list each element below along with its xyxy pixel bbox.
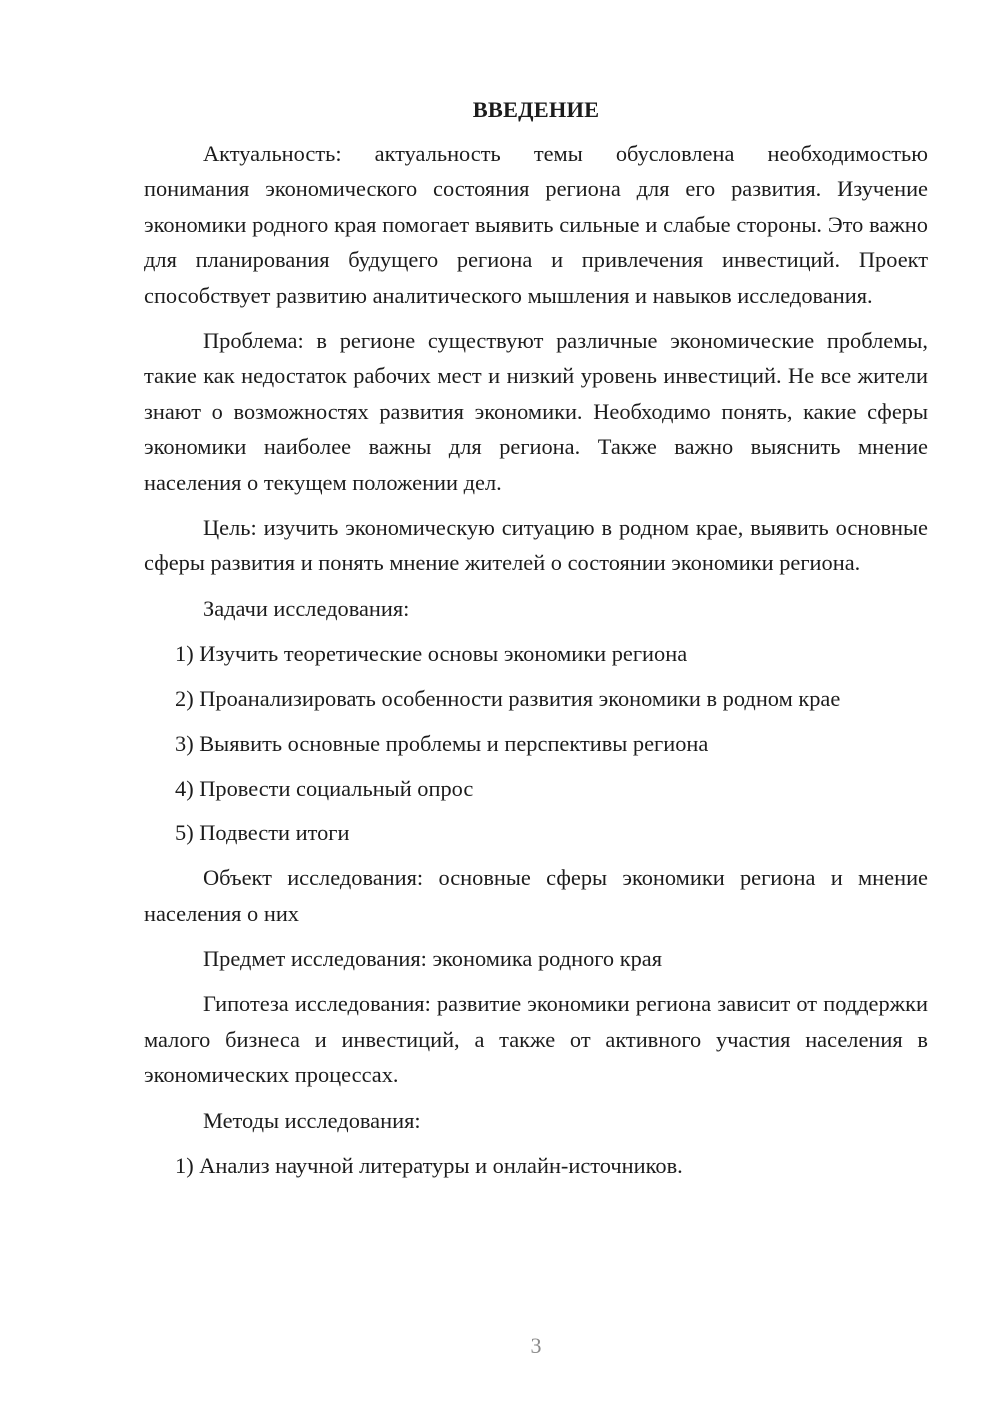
list-item: 2) Проанализировать особенности развития экономики в родном крае (175, 686, 841, 712)
list-item: 3) Выявить основные проблемы и перспективы региона (175, 730, 709, 756)
goal-paragraph: Цель: изучить экономическую ситуацию в родном крае, выявить основные сферы развития и понять мнение жителей о состоянии экономики региона. (144, 515, 928, 576)
list-item: 1) Изучить теоретические основы экономики региона (175, 641, 688, 667)
list-item: 5) Подвести итоги (175, 820, 350, 846)
page-content (144, 92, 928, 1193)
tasks-heading: Задачи исследования: (203, 595, 410, 621)
page-number: 3 (530, 1333, 542, 1358)
tasks-list (144, 636, 928, 851)
methods-heading: Методы исследования: (203, 1107, 421, 1133)
section-title: ВВЕДЕНИЕ (472, 97, 600, 122)
methods-list (144, 1148, 928, 1183)
list-item: 4) Провести социальный опрос (175, 775, 474, 801)
hypothesis-paragraph: Гипотеза исследования: развитие экономики региона зависит от поддержки малого бизнеса и инвестиций, а также от активного участия населения в экономических процессах. (144, 991, 928, 1088)
object-paragraph: Объект исследования: основные сферы экономики региона и мнение населения о них (144, 865, 928, 926)
subject-paragraph: Предмет исследования: экономика родного края (203, 946, 663, 972)
problem-paragraph: Проблема: в регионе существуют различные экономические проблемы, такие как недостаток рабочих мест и низкий уровень инвестиций. Не все жители знают о возможностях развития экономики. Необходимо понять, какие сферы экономики наиболее важны для региона. Также важно выяснить мнение населения о текущем положении дел. (144, 328, 928, 495)
relevance-paragraph: Актуальность: актуальность темы обусловлена необходимостью понимания экономического состояния региона для его развития. Изучение экономики родного края помогает выявить сильные и слабые стороны. Это важно для планирования будущего региона и привлечения инвестиций. Проект способствует развитию аналитического мышления и навыков исследования. (144, 141, 928, 308)
list-item: 1) Анализ научной литературы и онлайн-источников. (175, 1153, 683, 1179)
